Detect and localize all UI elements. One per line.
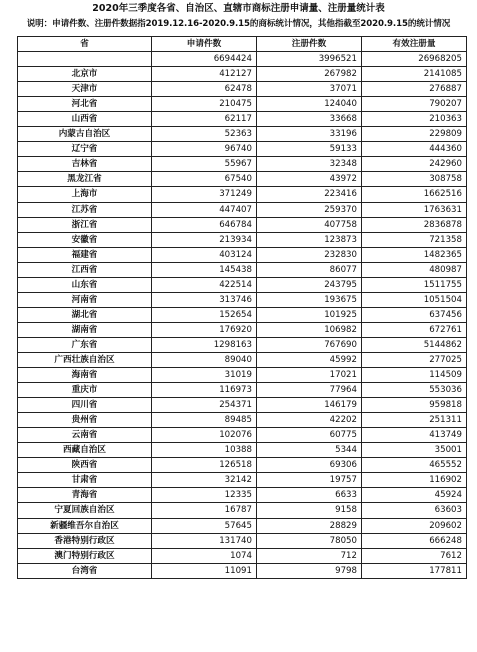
valid-registrations-cell: 209602 — [362, 518, 467, 533]
registrations-cell: 77964 — [257, 383, 362, 398]
registrations-cell: 767690 — [257, 337, 362, 352]
table-row — [18, 157, 467, 172]
total-name-cell — [18, 52, 152, 67]
applications-cell: 213934 — [152, 232, 257, 247]
registrations-cell: 101925 — [257, 307, 362, 322]
valid-registrations-cell: 2141085 — [362, 67, 467, 82]
valid-registrations-cell: 553036 — [362, 383, 467, 398]
registrations-cell: 69306 — [257, 458, 362, 473]
province-name-cell: 云南省 — [18, 428, 152, 443]
applications-cell: 176920 — [152, 322, 257, 337]
table-row — [18, 518, 467, 533]
table-row — [18, 337, 467, 352]
table-header — [18, 37, 467, 52]
registrations-cell: 43972 — [257, 172, 362, 187]
valid-registrations-cell: 413749 — [362, 428, 467, 443]
table-row — [18, 458, 467, 473]
province-name-cell: 香港特别行政区 — [18, 533, 152, 548]
table-row — [18, 232, 467, 247]
table-row — [18, 383, 467, 398]
header-valid-registrations: 有效注册量 — [362, 37, 467, 52]
applications-cell: 55967 — [152, 157, 257, 172]
document-note: 说明：申请件数、注册件数据指2019.12.16-2020.9.15的商标统计情况，其他指截至2020.9.15的统计情况 — [26, 19, 451, 29]
table-row — [18, 473, 467, 488]
registrations-cell: 407758 — [257, 217, 362, 232]
total-registrations-cell: 3996521 — [257, 52, 362, 67]
applications-cell: 57645 — [152, 518, 257, 533]
applications-cell: 52363 — [152, 127, 257, 142]
province-name-cell: 四川省 — [18, 398, 152, 413]
applications-cell: 131740 — [152, 533, 257, 548]
table-row — [18, 82, 467, 97]
registrations-cell: 6633 — [257, 488, 362, 503]
valid-registrations-cell: 251311 — [362, 413, 467, 428]
applications-cell: 313746 — [152, 292, 257, 307]
applications-cell: 12335 — [152, 488, 257, 503]
table-row — [18, 262, 467, 277]
province-name-cell: 江苏省 — [18, 202, 152, 217]
valid-registrations-cell: 666248 — [362, 533, 467, 548]
table-row — [18, 533, 467, 548]
valid-registrations-cell: 229809 — [362, 127, 467, 142]
registrations-cell: 9158 — [257, 503, 362, 518]
valid-registrations-cell: 277025 — [362, 352, 467, 367]
valid-registrations-cell: 308758 — [362, 172, 467, 187]
applications-cell: 403124 — [152, 247, 257, 262]
registrations-cell: 259370 — [257, 202, 362, 217]
applications-cell: 126518 — [152, 458, 257, 473]
province-name-cell: 澳门特别行政区 — [18, 548, 152, 563]
applications-cell: 422514 — [152, 277, 257, 292]
valid-registrations-cell: 5144862 — [362, 337, 467, 352]
registrations-cell: 243795 — [257, 277, 362, 292]
registrations-cell: 33668 — [257, 112, 362, 127]
valid-registrations-cell: 637456 — [362, 307, 467, 322]
header-applications: 申请件数 — [152, 37, 257, 52]
registrations-cell: 223416 — [257, 187, 362, 202]
table-row — [18, 563, 467, 578]
province-name-cell: 北京市 — [18, 67, 152, 82]
registrations-cell: 5344 — [257, 443, 362, 458]
valid-registrations-cell: 63603 — [362, 503, 467, 518]
province-name-cell: 宁夏回族自治区 — [18, 503, 152, 518]
applications-cell: 447407 — [152, 202, 257, 217]
province-name-cell: 甘肃省 — [18, 473, 152, 488]
table-body — [18, 52, 467, 579]
valid-registrations-cell: 465552 — [362, 458, 467, 473]
valid-registrations-cell: 276887 — [362, 82, 467, 97]
applications-cell: 96740 — [152, 142, 257, 157]
table-row — [18, 352, 467, 367]
applications-cell: 31019 — [152, 368, 257, 383]
applications-cell: 254371 — [152, 398, 257, 413]
registrations-cell: 32348 — [257, 157, 362, 172]
registrations-cell: 60775 — [257, 428, 362, 443]
applications-cell: 1074 — [152, 548, 257, 563]
table-row — [18, 322, 467, 337]
applications-cell: 1298163 — [152, 337, 257, 352]
applications-cell: 62478 — [152, 82, 257, 97]
applications-cell: 89040 — [152, 352, 257, 367]
province-name-cell: 福建省 — [18, 247, 152, 262]
table-row — [18, 172, 467, 187]
province-name-cell: 广东省 — [18, 337, 152, 352]
registrations-cell: 19757 — [257, 473, 362, 488]
registrations-cell: 78050 — [257, 533, 362, 548]
province-name-cell: 上海市 — [18, 187, 152, 202]
table-row — [18, 292, 467, 307]
registrations-cell: 45992 — [257, 352, 362, 367]
registrations-cell: 42202 — [257, 413, 362, 428]
applications-cell: 10388 — [152, 443, 257, 458]
table-row — [18, 112, 467, 127]
province-name-cell: 河北省 — [18, 97, 152, 112]
table-row — [18, 187, 467, 202]
registrations-cell: 37071 — [257, 82, 362, 97]
valid-registrations-cell: 7612 — [362, 548, 467, 563]
table-row — [18, 277, 467, 292]
province-name-cell: 辽宁省 — [18, 142, 152, 157]
valid-registrations-cell: 480987 — [362, 262, 467, 277]
registrations-cell: 146179 — [257, 398, 362, 413]
valid-registrations-cell: 177811 — [362, 563, 467, 578]
province-name-cell: 台湾省 — [18, 563, 152, 578]
valid-registrations-cell: 1482365 — [362, 247, 467, 262]
valid-registrations-cell: 116902 — [362, 473, 467, 488]
applications-cell: 102076 — [152, 428, 257, 443]
applications-cell: 16787 — [152, 503, 257, 518]
valid-registrations-cell: 2836878 — [362, 217, 467, 232]
valid-registrations-cell: 1511755 — [362, 277, 467, 292]
registrations-cell: 17021 — [257, 368, 362, 383]
applications-cell: 210475 — [152, 97, 257, 112]
province-name-cell: 山东省 — [18, 277, 152, 292]
registrations-cell: 9798 — [257, 563, 362, 578]
province-name-cell: 天津市 — [18, 82, 152, 97]
header-province: 省 — [18, 37, 152, 52]
applications-cell: 67540 — [152, 172, 257, 187]
valid-registrations-cell: 1763631 — [362, 202, 467, 217]
applications-cell: 62117 — [152, 112, 257, 127]
province-name-cell: 黑龙江省 — [18, 172, 152, 187]
table-row — [18, 428, 467, 443]
applications-cell: 145438 — [152, 262, 257, 277]
valid-registrations-cell: 45924 — [362, 488, 467, 503]
table-row — [18, 443, 467, 458]
province-name-cell: 吉林省 — [18, 157, 152, 172]
table-row — [18, 97, 467, 112]
province-name-cell: 内蒙古自治区 — [18, 127, 152, 142]
valid-registrations-cell: 114509 — [362, 368, 467, 383]
registrations-cell: 86077 — [257, 262, 362, 277]
table-row — [18, 503, 467, 518]
registrations-cell: 28829 — [257, 518, 362, 533]
table-row — [18, 202, 467, 217]
province-name-cell: 河南省 — [18, 292, 152, 307]
applications-cell: 371249 — [152, 187, 257, 202]
header-row — [18, 37, 467, 52]
registrations-cell: 267982 — [257, 67, 362, 82]
valid-registrations-cell: 242960 — [362, 157, 467, 172]
trademark-stats-table — [17, 36, 467, 579]
province-name-cell: 海南省 — [18, 368, 152, 383]
table-row — [18, 488, 467, 503]
table-row — [18, 217, 467, 232]
province-name-cell: 西藏自治区 — [18, 443, 152, 458]
registrations-cell: 106982 — [257, 322, 362, 337]
province-name-cell: 安徽省 — [18, 232, 152, 247]
table-row — [18, 413, 467, 428]
valid-registrations-cell: 672761 — [362, 322, 467, 337]
valid-registrations-cell: 959818 — [362, 398, 467, 413]
table-row — [18, 307, 467, 322]
valid-registrations-cell: 444360 — [362, 142, 467, 157]
province-name-cell: 贵州省 — [18, 413, 152, 428]
valid-registrations-cell: 1051504 — [362, 292, 467, 307]
province-name-cell: 浙江省 — [18, 217, 152, 232]
valid-registrations-cell: 790207 — [362, 97, 467, 112]
table-row — [18, 67, 467, 82]
table-row — [18, 142, 467, 157]
registrations-cell: 712 — [257, 548, 362, 563]
valid-registrations-cell: 210363 — [362, 112, 467, 127]
total-applications-cell: 6694424 — [152, 52, 257, 67]
applications-cell: 646784 — [152, 217, 257, 232]
province-name-cell: 重庆市 — [18, 383, 152, 398]
registrations-cell: 124040 — [257, 97, 362, 112]
applications-cell: 11091 — [152, 563, 257, 578]
province-name-cell: 广西壮族自治区 — [18, 352, 152, 367]
province-name-cell: 青海省 — [18, 488, 152, 503]
province-name-cell: 新疆维吾尔自治区 — [18, 518, 152, 533]
applications-cell: 116973 — [152, 383, 257, 398]
valid-registrations-cell: 1662516 — [362, 187, 467, 202]
registrations-cell: 193675 — [257, 292, 362, 307]
table-row — [18, 127, 467, 142]
province-name-cell: 湖北省 — [18, 307, 152, 322]
registrations-cell: 59133 — [257, 142, 362, 157]
table-row — [18, 247, 467, 262]
registrations-cell: 33196 — [257, 127, 362, 142]
total-valid-cell: 26968205 — [362, 52, 467, 67]
applications-cell: 152654 — [152, 307, 257, 322]
table-row — [18, 368, 467, 383]
applications-cell: 89485 — [152, 413, 257, 428]
province-name-cell: 江西省 — [18, 262, 152, 277]
province-name-cell: 山西省 — [18, 112, 152, 127]
table-row — [18, 548, 467, 563]
province-name-cell: 陕西省 — [18, 458, 152, 473]
header-registrations: 注册件数 — [257, 37, 362, 52]
valid-registrations-cell: 721358 — [362, 232, 467, 247]
registrations-cell: 123873 — [257, 232, 362, 247]
table-row — [18, 398, 467, 413]
registrations-cell: 232830 — [257, 247, 362, 262]
document-title: 2020年三季度各省、自治区、直辖市商标注册申请量、注册量统计表 — [92, 3, 385, 14]
total-row — [18, 52, 467, 67]
province-name-cell: 湖南省 — [18, 322, 152, 337]
valid-registrations-cell: 35001 — [362, 443, 467, 458]
applications-cell: 32142 — [152, 473, 257, 488]
applications-cell: 412127 — [152, 67, 257, 82]
